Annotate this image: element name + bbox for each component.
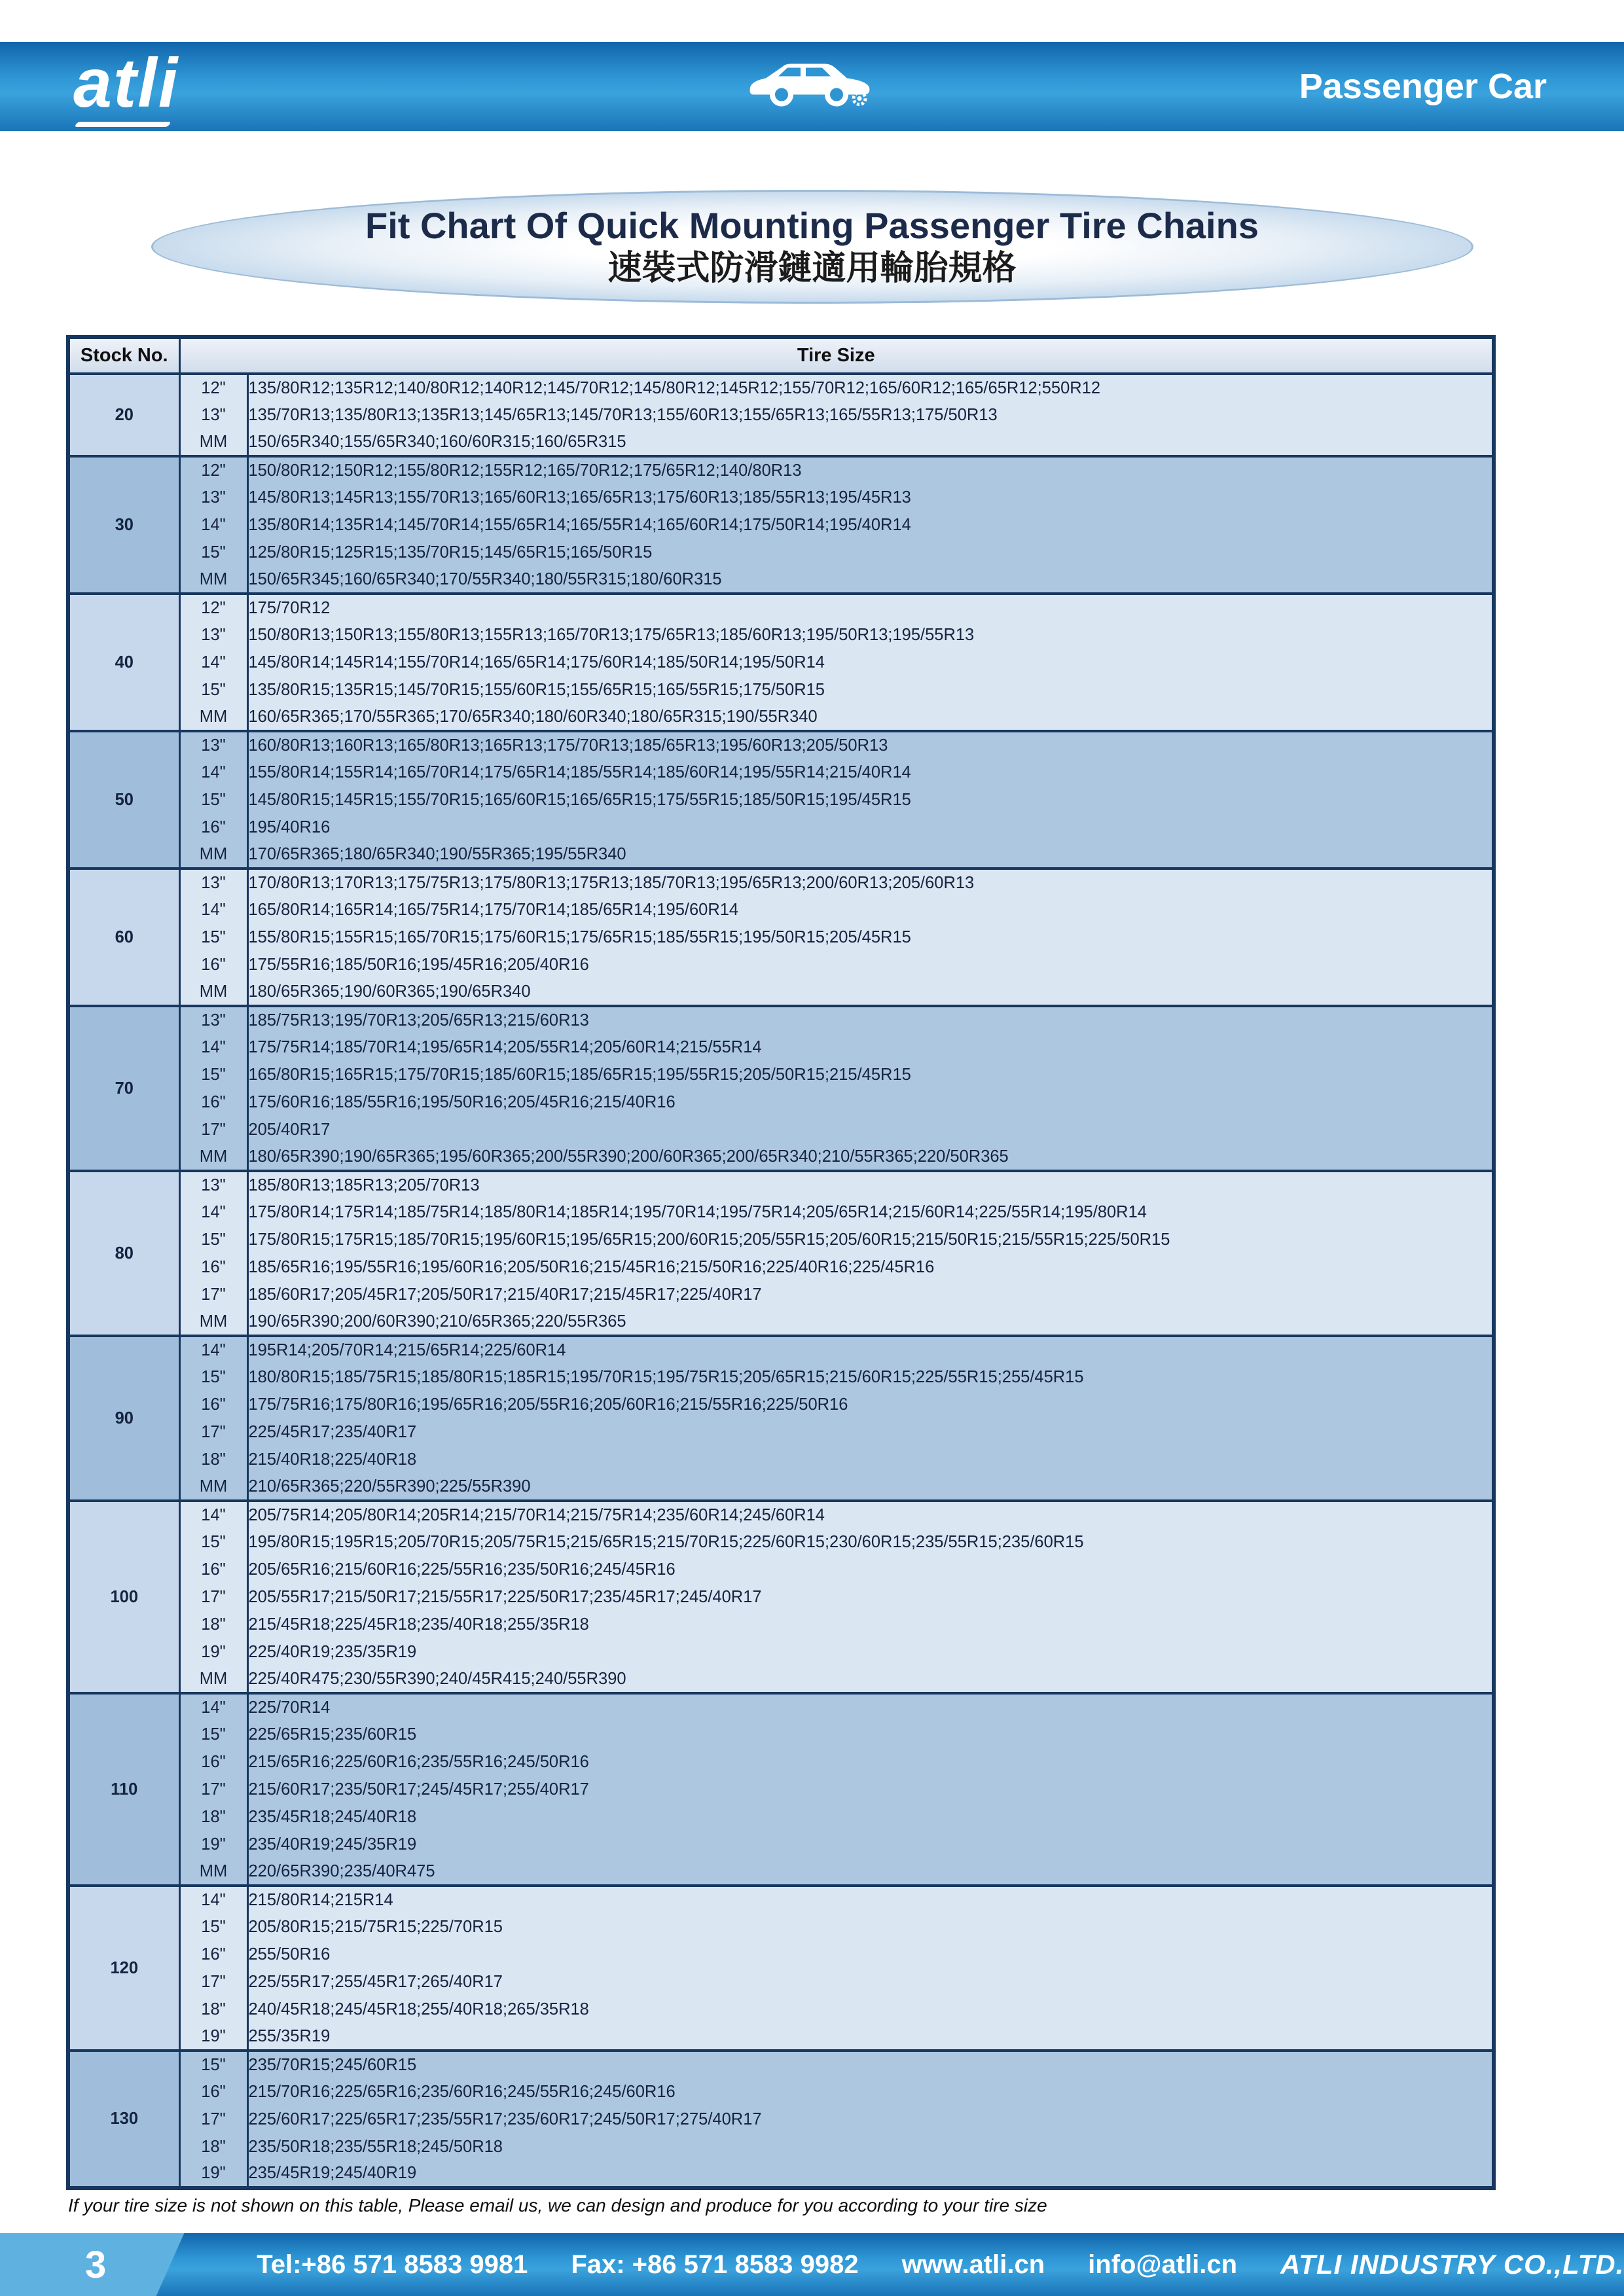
tire-sizes-cell: 205/80R15;215/75R15;225/70R15	[247, 1913, 1494, 1941]
table-row	[68, 594, 1494, 621]
tire-size-header: Tire Size	[179, 337, 1494, 374]
tire-sizes-cell: 145/80R15;145R15;155/70R15;165/60R15;165/65R15;175/55R15;185/50R15;195/45R15	[247, 786, 1494, 814]
tire-sizes-cell: 195/40R16	[247, 814, 1494, 841]
table-row	[68, 896, 1494, 924]
rim-size-cell: 16"	[179, 814, 247, 841]
table-row	[68, 1116, 1494, 1143]
table-row	[68, 1061, 1494, 1088]
rim-size-cell: 18"	[179, 1611, 247, 1638]
rim-size-cell: 19"	[179, 2161, 247, 2188]
rim-size-cell: 16"	[179, 1391, 247, 1418]
table-row	[68, 1528, 1494, 1556]
tire-sizes-cell: 255/50R16	[247, 1941, 1494, 1968]
tire-sizes-cell: 160/80R13;160R13;165/80R13;165R13;175/70R13;185/65R13;195/60R13;205/50R13	[247, 731, 1494, 759]
category-label: Passenger Car	[1299, 67, 1547, 106]
tire-sizes-cell: 225/65R15;235/60R15	[247, 1721, 1494, 1748]
table-row	[68, 924, 1494, 951]
stock-no-cell: 40	[68, 594, 179, 731]
table-row	[68, 1556, 1494, 1583]
rim-size-cell: 14"	[179, 759, 247, 786]
table-row	[68, 1886, 1494, 1913]
rim-size-cell: 12"	[179, 374, 247, 401]
table-row	[68, 1391, 1494, 1418]
table-row	[68, 951, 1494, 978]
title-banner	[151, 190, 1473, 304]
table-row	[68, 401, 1494, 429]
page-title-chinese: 速裝式防滑鏈適用輪胎規格	[607, 249, 1017, 288]
rim-size-cell: 18"	[179, 1996, 247, 2023]
tire-sizes-cell: 185/60R17;205/45R17;205/50R17;215/40R17;215/45R17;225/40R17	[247, 1281, 1494, 1308]
table-row	[68, 2078, 1494, 2106]
tire-sizes-cell: 150/65R345;160/65R340;170/55R340;180/55R315;180/60R315	[247, 566, 1494, 594]
tire-sizes-cell: 205/55R17;215/50R17;215/55R17;225/50R17;235/45R17;245/40R17	[247, 1583, 1494, 1611]
fit-table-body	[68, 374, 1494, 2188]
rim-size-cell: 19"	[179, 2023, 247, 2051]
tire-sizes-cell: 215/65R16;225/60R16;235/55R16;245/50R16	[247, 1748, 1494, 1776]
fit-chart-table	[66, 335, 1496, 2190]
tire-sizes-cell: 175/80R14;175R14;185/75R14;185/80R14;185R14;195/70R14;195/75R14;205/65R14;215/60R14;225/55R14;195/80R14	[247, 1198, 1494, 1226]
rim-size-cell: 15"	[179, 924, 247, 951]
rim-size-cell: 12"	[179, 594, 247, 621]
tire-sizes-cell: 125/80R15;125R15;135/70R15;145/65R15;165/50R15	[247, 539, 1494, 566]
tire-sizes-cell: 170/80R13;170R13;175/75R13;175/80R13;175R13;185/70R13;195/65R13;200/60R13;205/60R13	[247, 869, 1494, 896]
tire-sizes-cell: 235/70R15;245/60R15	[247, 2051, 1494, 2078]
tire-sizes-cell: 205/65R16;215/60R16;225/55R16;235/50R16;245/45R16	[247, 1556, 1494, 1583]
rim-size-cell: 15"	[179, 1226, 247, 1253]
tire-sizes-cell: 225/60R17;225/65R17;235/55R17;235/60R17;245/50R17;275/40R17	[247, 2106, 1494, 2133]
stock-no-cell: 100	[68, 1501, 179, 1693]
rim-size-cell: 17"	[179, 1968, 247, 1996]
tire-sizes-cell: 165/80R14;165R14;165/75R14;175/70R14;185/65R14;195/60R14	[247, 896, 1494, 924]
tire-sizes-cell: 135/80R14;135R14;145/70R14;155/65R14;165/55R14;165/60R14;175/50R14;195/40R14	[247, 511, 1494, 539]
tire-sizes-cell: 180/65R365;190/60R365;190/65R340	[247, 978, 1494, 1006]
tire-sizes-cell: 220/65R390;235/40R475	[247, 1858, 1494, 1886]
table-row	[68, 456, 1494, 484]
stock-no-cell: 130	[68, 2051, 179, 2188]
tire-sizes-cell: 135/80R12;135R12;140/80R12;140R12;145/70R12;145/80R12;145R12;155/70R12;165/60R12;165/65R12;550R12	[247, 374, 1494, 401]
table-row	[68, 1033, 1494, 1061]
tire-sizes-cell: 235/40R19;245/35R19	[247, 1831, 1494, 1858]
rim-size-cell: 16"	[179, 1748, 247, 1776]
table-row	[68, 1748, 1494, 1776]
table-row	[68, 1583, 1494, 1611]
table-row	[68, 814, 1494, 841]
rim-size-cell: MM	[179, 1308, 247, 1336]
tire-sizes-cell: 215/80R14;215R14	[247, 1886, 1494, 1913]
tire-sizes-cell: 180/80R15;185/75R15;185/80R15;185R15;195/70R15;195/75R15;205/65R15;215/60R15;225/55R15;255/45R15	[247, 1363, 1494, 1391]
tire-sizes-cell: 215/60R17;235/50R17;245/45R17;255/40R17	[247, 1776, 1494, 1803]
tire-sizes-cell: 145/80R13;145R13;155/70R13;165/60R13;165/65R13;175/60R13;185/55R13;195/45R13	[247, 484, 1494, 511]
tire-sizes-cell: 215/40R18;225/40R18	[247, 1446, 1494, 1473]
rim-size-cell: 14"	[179, 1033, 247, 1061]
car-icon	[747, 57, 878, 117]
table-row	[68, 786, 1494, 814]
rim-size-cell: 17"	[179, 1116, 247, 1143]
tire-sizes-cell: 210/65R365;220/55R390;225/55R390	[247, 1473, 1494, 1501]
footnote: If your tire size is not shown on this table, Please email us, we can design and produce for you according to your tire size	[68, 2195, 1047, 2215]
stock-no-cell: 50	[68, 731, 179, 869]
table-row	[68, 1776, 1494, 1803]
table-row	[68, 1831, 1494, 1858]
rim-size-cell: 14"	[179, 1886, 247, 1913]
footer-email-link[interactable]: info@atli.cn	[1088, 2250, 1238, 2279]
rim-size-cell: MM	[179, 429, 247, 456]
rim-size-cell: MM	[179, 704, 247, 731]
rim-size-cell: 16"	[179, 1253, 247, 1281]
table-row	[68, 759, 1494, 786]
table-row	[68, 1858, 1494, 1886]
rim-size-cell: 14"	[179, 511, 247, 539]
tire-sizes-cell: 205/40R17	[247, 1116, 1494, 1143]
table-row	[68, 1721, 1494, 1748]
tire-sizes-cell: 175/70R12	[247, 594, 1494, 621]
rim-size-cell: 17"	[179, 1776, 247, 1803]
rim-size-cell: MM	[179, 1666, 247, 1693]
table-row	[68, 704, 1494, 731]
table-row	[68, 2106, 1494, 2133]
table-row	[68, 1473, 1494, 1501]
rim-size-cell: MM	[179, 841, 247, 869]
rim-size-cell: 12"	[179, 456, 247, 484]
table-row	[68, 429, 1494, 456]
rim-size-cell: 14"	[179, 649, 247, 676]
tire-sizes-cell: 170/65R365;180/65R340;190/55R365;195/55R340	[247, 841, 1494, 869]
tire-sizes-cell: 195R14;205/70R14;215/65R14;225/60R14	[247, 1336, 1494, 1363]
rim-size-cell: 14"	[179, 1198, 247, 1226]
rim-size-cell: 15"	[179, 1528, 247, 1556]
table-row	[68, 1363, 1494, 1391]
table-row	[68, 1143, 1494, 1171]
tire-sizes-cell: 225/40R19;235/35R19	[247, 1638, 1494, 1666]
tire-sizes-cell: 195/80R15;195R15;205/70R15;205/75R15;215/65R15;215/70R15;225/60R15;230/60R15;235/55R15;235/60R15	[247, 1528, 1494, 1556]
tire-sizes-cell: 185/65R16;195/55R16;195/60R16;205/50R16;215/45R16;215/50R16;225/40R16;225/45R16	[247, 1253, 1494, 1281]
rim-size-cell: MM	[179, 566, 247, 594]
rim-size-cell: 13"	[179, 621, 247, 649]
rim-size-cell: 18"	[179, 2133, 247, 2161]
tire-sizes-cell: 160/65R365;170/55R365;170/65R340;180/60R340;180/65R315;190/55R340	[247, 704, 1494, 731]
rim-size-cell: 13"	[179, 401, 247, 429]
rim-size-cell: 13"	[179, 731, 247, 759]
rim-size-cell: 13"	[179, 484, 247, 511]
page-title: Fit Chart Of Quick Mounting Passenger Tire Chains	[365, 205, 1259, 247]
table-row	[68, 1611, 1494, 1638]
top-bar	[0, 42, 1624, 131]
stock-no-cell: 120	[68, 1886, 179, 2051]
tire-sizes-cell: 215/45R18;225/45R18;235/40R18;255/35R18	[247, 1611, 1494, 1638]
tire-sizes-cell: 235/45R19;245/40R19	[247, 2161, 1494, 2188]
table-row	[68, 1088, 1494, 1116]
rim-size-cell: 13"	[179, 869, 247, 896]
rim-size-cell: 14"	[179, 1336, 247, 1363]
rim-size-cell: 16"	[179, 1556, 247, 1583]
table-row	[68, 1996, 1494, 2023]
table-row	[68, 978, 1494, 1006]
table-row	[68, 1308, 1494, 1336]
table-row	[68, 1693, 1494, 1721]
rim-size-cell: 17"	[179, 1583, 247, 1611]
table-row	[68, 1446, 1494, 1473]
rim-size-cell: 17"	[179, 1418, 247, 1446]
footer-fax: Fax: +86 571 8583 9982	[571, 2250, 859, 2279]
table-row	[68, 2161, 1494, 2188]
table-row	[68, 1501, 1494, 1528]
stock-no-cell: 110	[68, 1693, 179, 1886]
table-row	[68, 2051, 1494, 2078]
tire-sizes-cell: 155/80R14;155R14;165/70R14;175/65R14;185/55R14;185/60R14;195/55R14;215/40R14	[247, 759, 1494, 786]
table-row	[68, 1913, 1494, 1941]
table-row	[68, 1941, 1494, 1968]
rim-size-cell: MM	[179, 1143, 247, 1171]
tire-sizes-cell: 225/55R17;255/45R17;265/40R17	[247, 1968, 1494, 1996]
rim-size-cell: 14"	[179, 1693, 247, 1721]
table-row	[68, 841, 1494, 869]
table-row	[68, 731, 1494, 759]
table-row	[68, 649, 1494, 676]
tire-sizes-cell: 175/75R14;185/70R14;195/65R14;205/55R14;205/60R14;215/55R14	[247, 1033, 1494, 1061]
rim-size-cell: 14"	[179, 1501, 247, 1528]
stock-no-cell: 70	[68, 1006, 179, 1171]
table-row	[68, 869, 1494, 896]
rim-size-cell: 18"	[179, 1446, 247, 1473]
table-row	[68, 676, 1494, 704]
tire-sizes-cell: 165/80R15;165R15;175/70R15;185/60R15;185/65R15;195/55R15;205/50R15;215/45R15	[247, 1061, 1494, 1088]
tire-sizes-cell: 150/65R340;155/65R340;160/60R315;160/65R315	[247, 429, 1494, 456]
table-row	[68, 539, 1494, 566]
rim-size-cell: 16"	[179, 1088, 247, 1116]
tire-sizes-cell: 175/60R16;185/55R16;195/50R16;205/45R16;215/40R16	[247, 1088, 1494, 1116]
tire-sizes-cell: 135/70R13;135/80R13;135R13;145/65R13;145/70R13;155/60R13;155/65R13;165/55R13;175/50R13	[247, 401, 1494, 429]
table-row	[68, 1418, 1494, 1446]
table-row	[68, 1171, 1494, 1198]
table-row	[68, 511, 1494, 539]
footer-tel: Tel:+86 571 8583 9981	[257, 2250, 528, 2279]
rim-size-cell: MM	[179, 1473, 247, 1501]
rim-size-cell: 18"	[179, 1803, 247, 1831]
table-row	[68, 1198, 1494, 1226]
table-row	[68, 566, 1494, 594]
table-row	[68, 484, 1494, 511]
table-row	[68, 2023, 1494, 2051]
table-row	[68, 1803, 1494, 1831]
rim-size-cell: 19"	[179, 1831, 247, 1858]
tire-sizes-cell: 225/70R14	[247, 1693, 1494, 1721]
footer-company-name: ATLI INDUSTRY CO.,LTD.	[1280, 2249, 1624, 2280]
table-row	[68, 2133, 1494, 2161]
table-row	[68, 374, 1494, 401]
footer-website-link[interactable]: www.atli.cn	[901, 2250, 1045, 2279]
rim-size-cell: 15"	[179, 786, 247, 814]
stock-no-cell: 20	[68, 374, 179, 456]
table-row	[68, 1666, 1494, 1693]
rim-size-cell: 16"	[179, 1941, 247, 1968]
tire-sizes-cell: 145/80R14;145R14;155/70R14;165/65R14;175/60R14;185/50R14;195/50R14	[247, 649, 1494, 676]
tire-sizes-cell: 185/75R13;195/70R13;205/65R13;215/60R13	[247, 1006, 1494, 1033]
footer-bar	[0, 2233, 1624, 2296]
footer-contact	[257, 2249, 1624, 2280]
tire-sizes-cell: 255/35R19	[247, 2023, 1494, 2051]
stock-no-header: Stock No.	[68, 337, 179, 374]
rim-size-cell: 17"	[179, 2106, 247, 2133]
tire-sizes-cell: 175/75R16;175/80R16;195/65R16;205/55R16;205/60R16;215/55R16;225/50R16	[247, 1391, 1494, 1418]
rim-size-cell: 15"	[179, 1913, 247, 1941]
table-row	[68, 1638, 1494, 1666]
stock-no-cell: 30	[68, 456, 179, 594]
atli-logo: atli	[73, 48, 179, 124]
tire-sizes-cell: 235/50R18;235/55R18;245/50R18	[247, 2133, 1494, 2161]
tire-sizes-cell: 205/75R14;205/80R14;205R14;215/70R14;215/75R14;235/60R14;245/60R14	[247, 1501, 1494, 1528]
table-row	[68, 621, 1494, 649]
rim-size-cell: 13"	[179, 1171, 247, 1198]
rim-size-cell: MM	[179, 1858, 247, 1886]
rim-size-cell: 19"	[179, 1638, 247, 1666]
table-row	[68, 1968, 1494, 1996]
tire-sizes-cell: 225/45R17;235/40R17	[247, 1418, 1494, 1446]
tire-sizes-cell: 185/80R13;185R13;205/70R13	[247, 1171, 1494, 1198]
table-row	[68, 1336, 1494, 1363]
tire-sizes-cell: 215/70R16;225/65R16;235/60R16;245/55R16;245/60R16	[247, 2078, 1494, 2106]
stock-no-cell: 80	[68, 1171, 179, 1336]
tire-sizes-cell: 155/80R15;155R15;165/70R15;175/60R15;175/65R15;185/55R15;195/50R15;205/45R15	[247, 924, 1494, 951]
table-row	[68, 1253, 1494, 1281]
table-row	[68, 1226, 1494, 1253]
stock-no-cell: 90	[68, 1336, 179, 1501]
rim-size-cell: 15"	[179, 1061, 247, 1088]
table-row	[68, 1006, 1494, 1033]
rim-size-cell: 15"	[179, 2051, 247, 2078]
tire-sizes-cell: 135/80R15;135R15;145/70R15;155/60R15;155/65R15;165/55R15;175/50R15	[247, 676, 1494, 704]
rim-size-cell: 15"	[179, 1363, 247, 1391]
tire-sizes-cell: 190/65R390;200/60R390;210/65R365;220/55R365	[247, 1308, 1494, 1336]
rim-size-cell: 17"	[179, 1281, 247, 1308]
tire-sizes-cell: 175/55R16;185/50R16;195/45R16;205/40R16	[247, 951, 1494, 978]
tire-sizes-cell: 150/80R13;150R13;155/80R13;155R13;165/70R13;175/65R13;185/60R13;195/50R13;195/55R13	[247, 621, 1494, 649]
tire-sizes-cell: 180/65R390;190/65R365;195/60R365;200/55R390;200/60R365;200/65R340;210/55R365;220/50R365	[247, 1143, 1494, 1171]
rim-size-cell: 14"	[179, 896, 247, 924]
tire-sizes-cell: 235/45R18;245/40R18	[247, 1803, 1494, 1831]
tire-sizes-cell: 150/80R12;150R12;155/80R12;155R12;165/70R12;175/65R12;140/80R13	[247, 456, 1494, 484]
rim-size-cell: 16"	[179, 951, 247, 978]
table-row	[68, 1281, 1494, 1308]
rim-size-cell: 15"	[179, 539, 247, 566]
rim-size-cell: 16"	[179, 2078, 247, 2106]
tire-sizes-cell: 240/45R18;245/45R18;255/40R18;265/35R18	[247, 1996, 1494, 2023]
rim-size-cell: MM	[179, 978, 247, 1006]
stock-no-cell: 60	[68, 869, 179, 1006]
rim-size-cell: 13"	[179, 1006, 247, 1033]
rim-size-cell: 15"	[179, 676, 247, 704]
rim-size-cell: 15"	[179, 1721, 247, 1748]
page-number: 3	[85, 2243, 107, 2286]
tire-sizes-cell: 175/80R15;175R15;185/70R15;195/60R15;195/65R15;200/60R15;205/55R15;205/60R15;215/50R15;215/55R15;225/50R15	[247, 1226, 1494, 1253]
table-header-row	[68, 337, 1494, 374]
tire-sizes-cell: 225/40R475;230/55R390;240/45R415;240/55R390	[247, 1666, 1494, 1693]
